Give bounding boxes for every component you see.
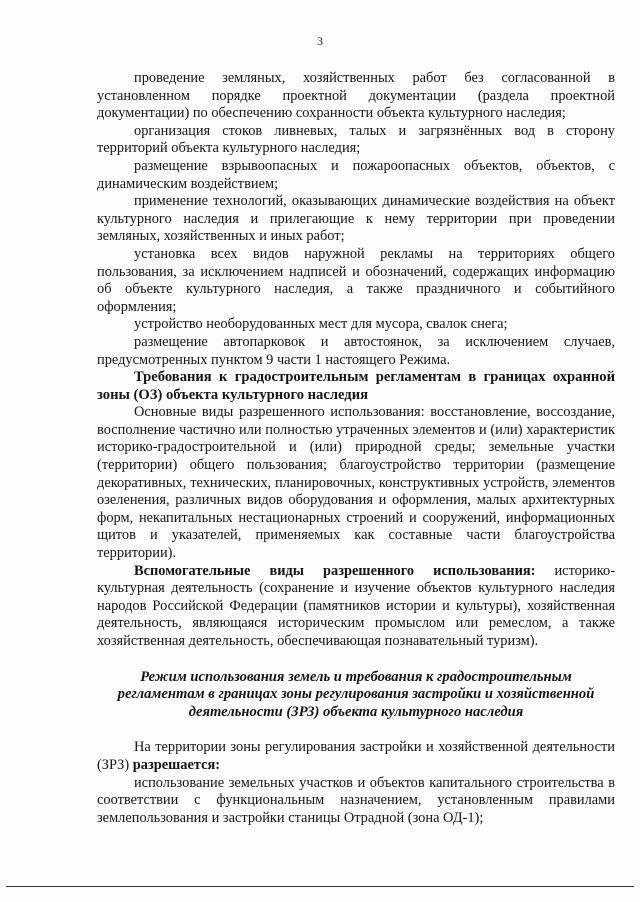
heading-oz-zone: Требования к градостроительным регламентам в границах охранной зоны (ОЗ) объекта культурного наследия bbox=[97, 369, 615, 403]
zrz-intro-text: На территории зоны регулирования застройки и хозяйственной деятельности (ЗРЗ) bbox=[97, 739, 615, 773]
page-number: 3 bbox=[317, 34, 323, 48]
heading-zrz-zone: Режим использования земель и требования к градостроительным регламентам в границах зоны регулирования застройки и хозяйственной деятельности (ЗРЗ) объекта культурного наследия bbox=[117, 668, 595, 720]
paragraph-outdoor-advertising: установка всех видов наружной рекламы на территориях общего пользования, за исключением надписей и обозначений, содержащих информацию об объекте культурного наследия, а также праздничного и событийного оформления; bbox=[97, 245, 615, 315]
paragraph-parking: размещение автопарковок и автостоянок, за исключением случаев, предусмотренных пунктом 9 части 1 настоящего Режима. bbox=[97, 333, 615, 368]
paragraph-waste-sites: устройство необорудованных мест для мусора, свалок снега; bbox=[134, 316, 508, 333]
paragraph-dynamic-technologies: применение технологий, оказывающих динамические воздействия на объект культурного наследия и прилегающие к нему территории при проведении земляных, хозяйственных и иных работ; bbox=[97, 193, 615, 245]
paragraph-hazardous-objects: размещение взрывоопасных и пожароопасных объектов, объектов, с динамическим воздействием; bbox=[97, 157, 615, 192]
footer-rule bbox=[6, 886, 634, 887]
paragraph-zrz-land-use: использование земельных участков и объектов капитального строительства в соответствии с функциональным назначением, установленным правилами землепользования и застройки станицы Отрадной (зона ОД-1); bbox=[97, 774, 615, 826]
paragraph-earthworks: проведение земляных, хозяйственных работ без согласованной в установленном порядке проектной документации (раздела проектной документации) по обеспечению сохранности объекта культурного наследия; bbox=[97, 70, 615, 122]
paragraph-oz-auxiliary-uses bbox=[97, 563, 615, 651]
zrz-permitted-label: разрешается: bbox=[132, 756, 221, 773]
paragraph-zrz-intro bbox=[97, 739, 615, 774]
document-body bbox=[97, 70, 615, 827]
auxiliary-uses-text: историко-культурная деятельность (сохранение и изучение объектов культурного наследия народов Российской Федерации (памятников истории и культуры), хозяйственная деятельность, являющаяся историческим промыслом или ремеслом, а также хозяйственная деятельность, обеспечивающая познавательный туризм). bbox=[97, 562, 616, 649]
paragraph-oz-main-uses: Основные виды разрешенного использования: восстановление, воссоздание, восполнение частично или полностью утраченных элементов и (или) характеристик историко-градостроительной и (или) природной среды; земельные участки (территории) общего пользования; благоустройство территории (размещение декоративных, технических, планировочных, конструктивных устройств, элементов озеленения, различных видов оборудования и оформления, малых архитектурных форм, некапитальных нестационарных строений и сооружений, информационных щитов и указателей, применяемых как составные части благоустройства территории). bbox=[97, 404, 615, 562]
auxiliary-uses-label: Вспомогательные виды разрешенного использования: bbox=[134, 562, 536, 579]
paragraph-drainage: организация стоков ливневых, талых и загрязнённых вод в сторону территорий объекта культурного наследия; bbox=[97, 122, 615, 157]
